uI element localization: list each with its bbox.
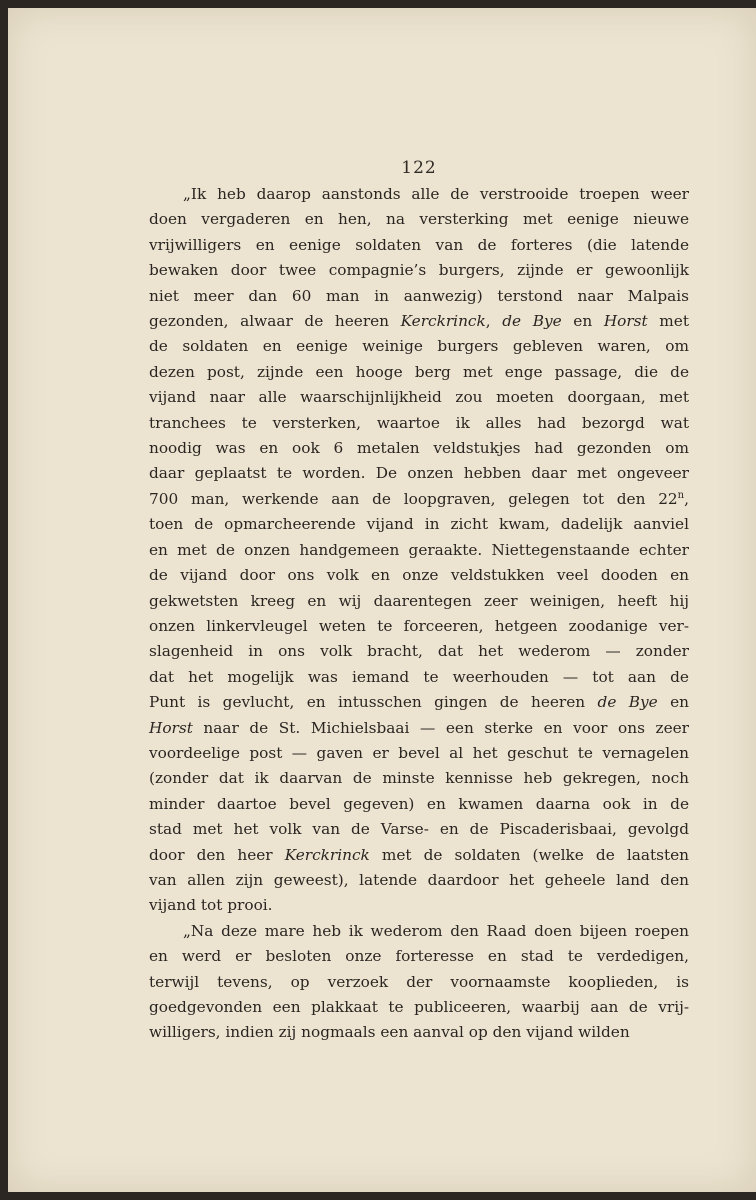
text-line bbox=[149, 817, 689, 842]
text-line bbox=[149, 563, 689, 588]
person-name: Kerckrinck bbox=[284, 845, 370, 864]
text-line bbox=[149, 614, 689, 639]
text-line bbox=[149, 919, 689, 944]
text-segment: en bbox=[561, 312, 604, 331]
text-line bbox=[149, 309, 689, 334]
text-line bbox=[149, 741, 689, 766]
text-line bbox=[149, 512, 689, 537]
text-line bbox=[149, 970, 689, 995]
body-text bbox=[149, 182, 689, 1046]
text-line bbox=[149, 690, 689, 715]
text-segment: vrijwilligers en eenige soldaten van de forteres (die latende bbox=[149, 235, 689, 254]
text-line bbox=[149, 538, 689, 563]
person-name: Kerckrinck bbox=[400, 312, 486, 331]
text-line bbox=[149, 411, 689, 436]
text-segment: 700 man, werkende aan de loopgraven, gelegen tot den 22 bbox=[149, 489, 678, 508]
text-segment: goedgevonden een plakkaat te publiceeren, waarbij aan de vrij- bbox=[149, 998, 689, 1016]
text-segment: , bbox=[684, 489, 689, 508]
text-segment: dat het mogelijk was iemand te weerhouden — tot aan de bbox=[149, 667, 689, 686]
person-name: Horst bbox=[603, 312, 648, 331]
text-segment: terwijl tevens, op verzoek der voornaamste kooplieden, is bbox=[149, 972, 689, 991]
text-segment: , bbox=[485, 312, 503, 331]
text-segment: van allen zijn geweest), latende daardoor het geheele land den bbox=[149, 870, 689, 889]
person-name: de Bye bbox=[502, 312, 562, 331]
text-line bbox=[149, 665, 689, 690]
text-line bbox=[149, 716, 689, 741]
text-line bbox=[149, 182, 689, 207]
text-line bbox=[149, 944, 689, 969]
text-segment: slagenheid in ons volk bracht, dat het wederom — zonder bbox=[149, 642, 689, 661]
text-line bbox=[149, 893, 689, 918]
text-segment: onzen linkervleugel weten te forceeren, hetgeen zoodanige ver- bbox=[149, 616, 689, 635]
paragraph bbox=[149, 919, 689, 1046]
text-segment: (zonder dat ik daarvan de minste kennisse heb gekregen, noch bbox=[149, 769, 689, 788]
text-segment: vijand naar alle waarschijnlijkheid zou moeten doorgaan, met bbox=[149, 388, 689, 407]
text-segment: willigers, indien zij nogmaals een aanval op den vijand wilden bbox=[149, 1023, 630, 1042]
text-segment: toen de opmarcheerende vijand in zicht kwam, dadelijk aanviel bbox=[149, 515, 689, 534]
text-segment: tranchees te versterken, waartoe ik alles had bezorgd wat bbox=[149, 413, 689, 432]
text-line bbox=[149, 360, 689, 385]
text-line bbox=[149, 461, 689, 486]
text-line bbox=[149, 284, 689, 309]
text-segment: vijand tot prooi. bbox=[149, 896, 273, 915]
text-segment: de soldaten en eenige weinige burgers gebleven waren, om bbox=[149, 337, 689, 356]
text-segment: stad met het volk van de Varse- en de Piscaderisbaai, gevolgd bbox=[149, 820, 689, 839]
text-segment: bewaken door twee compagnie’s burgers, zijnde er gewoonlijk bbox=[149, 261, 689, 280]
text-segment: gezonden, alwaar de heeren bbox=[149, 312, 401, 331]
text-line bbox=[149, 436, 689, 461]
text-segment: minder daartoe bevel gegeven) en kwamen daarna ook in de bbox=[149, 794, 689, 813]
text-segment: voordeelige post — gaven er bevel al het geschut te vernagelen bbox=[149, 743, 689, 762]
person-name: Horst bbox=[149, 718, 193, 737]
book-page bbox=[8, 8, 756, 1192]
text-segment: daar geplaatst te worden. De onzen hebben daar met ongeveer bbox=[149, 464, 689, 483]
text-segment: de vijand door ons volk en onze veldstukken veel dooden en bbox=[149, 566, 689, 585]
text-segment: met bbox=[647, 312, 689, 331]
text-line bbox=[149, 639, 689, 664]
text-line bbox=[149, 233, 689, 258]
text-line bbox=[149, 258, 689, 283]
text-line bbox=[149, 792, 689, 817]
text-segment: naar de St. Michielsbaai — een sterke en voor ons zeer bbox=[192, 718, 689, 737]
text-line bbox=[149, 868, 689, 893]
text-line bbox=[149, 995, 689, 1020]
text-segment: met de soldaten (welke de laatsten bbox=[369, 845, 690, 864]
text-segment: „Ik heb daarop aanstonds alle de verstrooide troepen weer bbox=[183, 185, 689, 203]
text-line bbox=[149, 385, 689, 410]
text-segment: n bbox=[677, 489, 685, 501]
text-segment: niet meer dan 60 man in aanwezig) terstond naar Malpais bbox=[149, 286, 689, 305]
text-segment: noodig was en ook 6 metalen veldstukjes had gezonden om bbox=[149, 439, 689, 458]
text-line bbox=[149, 1020, 689, 1045]
text-line bbox=[149, 207, 689, 232]
text-line bbox=[149, 766, 689, 791]
paragraph bbox=[149, 182, 689, 919]
text-line bbox=[149, 843, 689, 868]
text-segment: doen vergaderen en hen, na versterking met eenige nieuwe bbox=[149, 210, 689, 229]
text-line bbox=[149, 487, 689, 512]
text-segment: dezen post, zijnde een hooge berg met enge passage, die de bbox=[149, 362, 689, 381]
text-line bbox=[149, 334, 689, 359]
text-segment: gekwetsten kreeg en wij daarentegen zeer weinigen, heeft hij bbox=[149, 591, 689, 610]
text-segment: door den heer bbox=[149, 845, 285, 864]
person-name: de Bye bbox=[597, 693, 658, 712]
text-segment: en werd er besloten onze forteresse en stad te verdedigen, bbox=[149, 947, 689, 966]
text-segment: „Na deze mare heb ik wederom den Raad doen bijeen roepen bbox=[183, 921, 689, 940]
text-segment: en bbox=[657, 693, 689, 712]
text-segment: Punt is gevlucht, en intusschen gingen de heeren bbox=[149, 693, 598, 712]
text-line bbox=[149, 589, 689, 614]
page-number: 122 bbox=[401, 158, 437, 178]
text-segment: en met de onzen handgemeen geraakte. Niettegenstaande echter bbox=[149, 540, 689, 559]
